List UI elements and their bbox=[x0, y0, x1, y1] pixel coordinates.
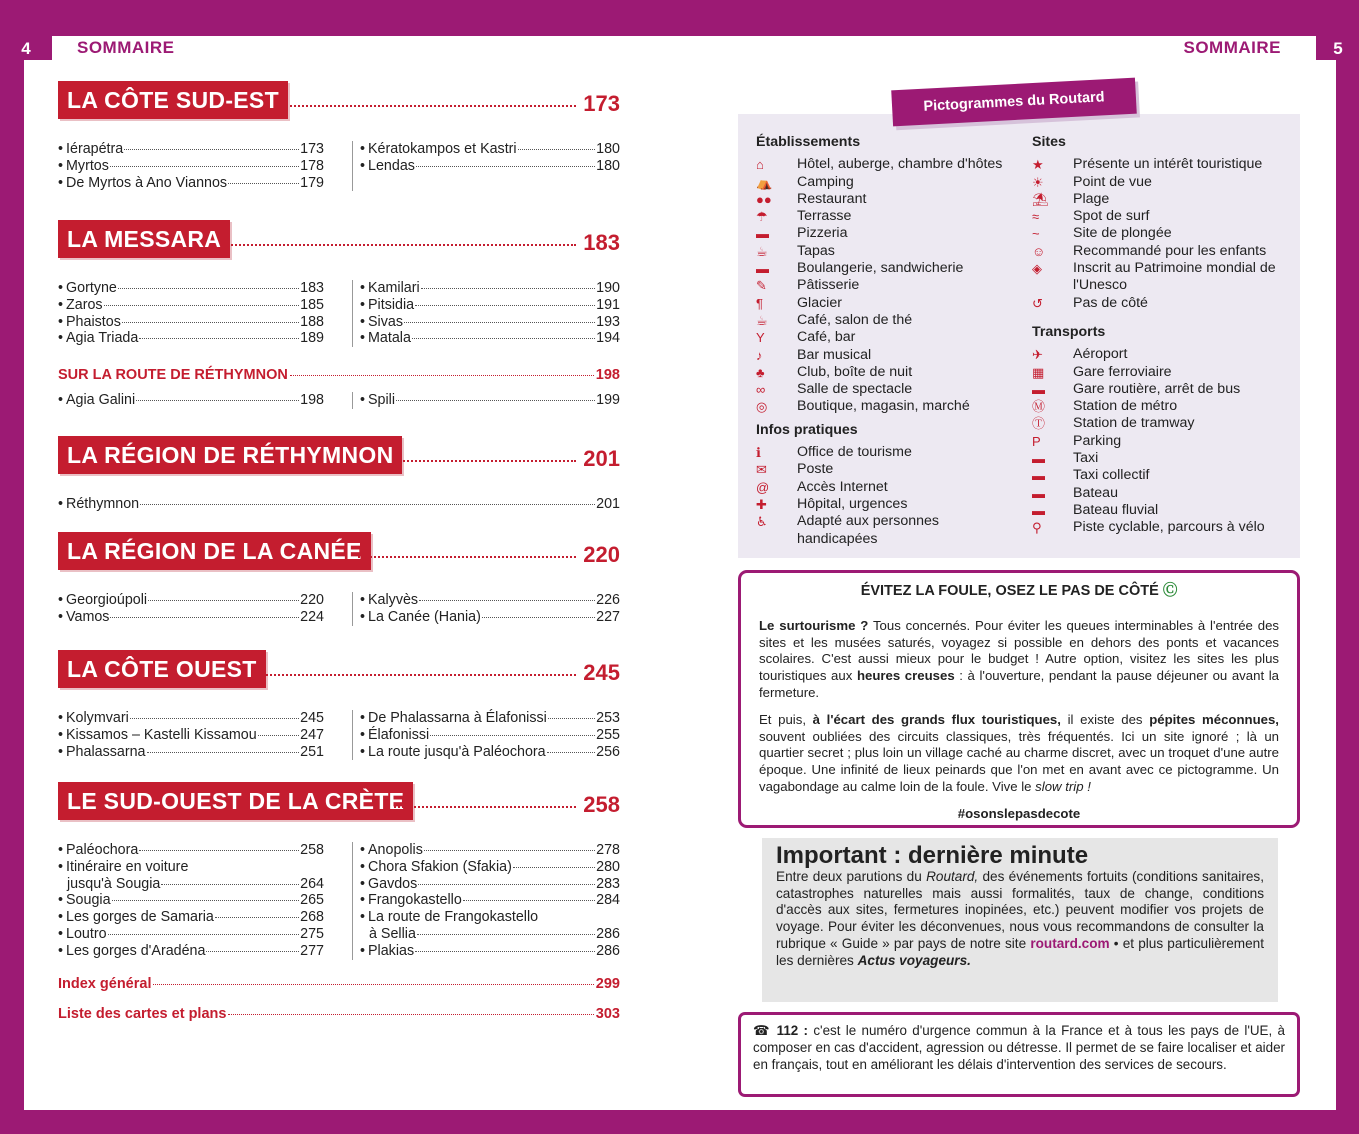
pictogram-icon: ▬ bbox=[1032, 381, 1045, 397]
section-page: 220 bbox=[583, 542, 620, 567]
toc-entry[interactable]: à Sellia 286 bbox=[369, 925, 620, 942]
toc-section bbox=[58, 782, 620, 959]
pictogram-icon: ▬ bbox=[1032, 468, 1045, 484]
toc-entry[interactable]: • Les gorges de Samaria 268 bbox=[58, 909, 324, 926]
page-header-right: SOMMAIRE bbox=[1183, 38, 1281, 57]
pictogram-icon: ♣ bbox=[756, 364, 765, 380]
toc-columns bbox=[58, 842, 620, 960]
pictogram-icon: ▬ bbox=[756, 226, 769, 242]
toc-entry[interactable]: • Gavdos 283 bbox=[360, 875, 620, 892]
pictogram-icon: ▦ bbox=[1032, 364, 1045, 380]
pictogram-row: Ⓜ Station de métro bbox=[1032, 398, 1178, 415]
pictogram-title: Pictogrammes du Routard bbox=[891, 78, 1137, 127]
pictogram-icon: ▬ bbox=[1032, 502, 1045, 518]
pictogram-row: ⌂ Hôtel, auberge, chambre d'hôtes bbox=[756, 156, 1003, 173]
pictogram-icon: ▬ bbox=[756, 261, 769, 277]
important-box bbox=[762, 838, 1278, 1002]
toc-entry[interactable]: • Agia Galini 198 bbox=[58, 392, 324, 408]
toc-section bbox=[58, 436, 620, 512]
section-title[interactable]: LA CÔTE SUD-EST bbox=[58, 81, 288, 119]
pictogram-row: ✈ Aéroport bbox=[1032, 346, 1128, 363]
toc-entry[interactable]: • Kolymvari 245 bbox=[58, 710, 324, 726]
toc-entry[interactable]: • Élafonissi 255 bbox=[360, 726, 620, 743]
pictogram-icon: ●● bbox=[756, 191, 772, 207]
emergency-box: ☎ 112 : c'est le numéro d'urgence commun à la France et à tous les pays de l'UE, à composer en cas d'accident, agression ou détresse. Il permet de se faire localiser et aider en français, tout en améliorant les délais d'intervention des services de secours. bbox=[738, 1012, 1300, 1097]
page-header-left: SOMMAIRE bbox=[77, 38, 175, 57]
pictogram-row: P Parking bbox=[1032, 432, 1122, 449]
pictogram-icon: ◎ bbox=[756, 399, 768, 415]
toc-entry[interactable]: • Phalassarna 251 bbox=[58, 743, 324, 760]
toc-entry[interactable]: • Kissamos – Kastelli Kissamou 247 bbox=[58, 726, 324, 743]
pictogram-row: ~ Site de plongée bbox=[1032, 225, 1172, 242]
toc-columns bbox=[58, 141, 620, 191]
cartes-link[interactable]: Liste des cartes et plans 303 bbox=[58, 1006, 620, 1022]
avoid-crowds-title: ÉVITEZ LA FOULE, OSEZ LE PAS DE CÔTÉ Ⓒ bbox=[860, 583, 1178, 599]
pictogram-row: ◎ Boutique, magasin, marché bbox=[756, 398, 970, 415]
toc-entry[interactable]: • Les gorges d'Aradéna 277 bbox=[58, 942, 324, 959]
pictogram-icon: @ bbox=[756, 479, 770, 495]
pictogram-legend bbox=[738, 114, 1300, 558]
section-page: 245 bbox=[583, 660, 620, 685]
pictogram-row: ↺ Pas de côté bbox=[1032, 294, 1148, 311]
pictogram-row: ♪ Bar musical bbox=[756, 346, 872, 363]
pictogram-row: ☀ Point de vue bbox=[1032, 173, 1152, 190]
pictogram-row: ▬ Pizzeria bbox=[756, 225, 848, 242]
pictogram-row: ★ Présente un intérêt touristique bbox=[1032, 156, 1263, 173]
pictogram-icon: ⚲ bbox=[1032, 520, 1042, 536]
toc-entry[interactable]: • Matala 194 bbox=[360, 330, 620, 347]
pictogram-icon: ✚ bbox=[756, 496, 767, 512]
pictogram-row: ◈ Inscrit au Patrimoine mondial de l'Unesco bbox=[1032, 260, 1276, 294]
toc-entry[interactable]: • Kalyvès 226 bbox=[360, 592, 620, 608]
pictogram-row: ≈ Spot de surf bbox=[1032, 208, 1150, 225]
toc-entry[interactable]: • Agia Triada 189 bbox=[58, 330, 324, 347]
phone-icon: ☎ bbox=[753, 1023, 772, 1038]
toc-entry[interactable]: • Lendas 180 bbox=[360, 157, 620, 174]
toc-entry[interactable]: • Réthymnon 201 bbox=[58, 496, 620, 512]
index-link[interactable]: Index général 299 bbox=[58, 976, 620, 992]
pictogram-row: ♿ Adapté aux personnes handicapées bbox=[756, 513, 939, 547]
pictogram-icon: ↺ bbox=[1032, 295, 1043, 311]
pictogram-icon: ♿ bbox=[756, 514, 768, 530]
pictogram-icon: ⛱ bbox=[1032, 191, 1049, 207]
pictogram-icon: ☺ bbox=[1032, 243, 1046, 259]
section-page: 201 bbox=[583, 446, 620, 471]
toc-columns bbox=[58, 392, 620, 409]
page-number-right: 5 bbox=[1316, 36, 1359, 60]
toc-entry[interactable]: • Loutro 275 bbox=[58, 925, 324, 942]
left-page bbox=[21, 36, 680, 1110]
right-page bbox=[680, 36, 1343, 1110]
pictogram-icon: P bbox=[1032, 433, 1041, 449]
toc-entry[interactable]: • Zaros 185 bbox=[58, 296, 324, 313]
section-title[interactable]: LA CÔTE OUEST bbox=[58, 650, 266, 688]
avoid-crowds-p1: Le surtourisme ? Tous concernés. Pour éviter les queues interminables à l'entrée des sites et les musées saturés, voyagez si possible en dehors des ponts et vacances scolaires. C'est aussi mieux pour le budget ! Autre option, visitez les sites les plus touristiques aux heures creuses : à l'ouverture, pendant la pause déjeuner ou avant la fermeture. bbox=[759, 617, 1279, 700]
section-title[interactable]: LA RÉGION DE RÉTHYMNON bbox=[58, 436, 402, 474]
pictogram-icon: Y bbox=[756, 330, 765, 346]
pictogram-row: ℹ Office de tourisme bbox=[756, 444, 912, 461]
pictogram-icon: ▬ bbox=[1032, 485, 1045, 501]
pictogram-icon: ◈ bbox=[1032, 261, 1042, 277]
pictogram-row: ⚲ Piste cyclable, parcours à vélo bbox=[1032, 519, 1265, 536]
page-number-left: 4 bbox=[0, 36, 52, 60]
toc-section bbox=[58, 81, 620, 191]
pictogram-row: ✚ Hôpital, urgences bbox=[756, 495, 908, 512]
toc-entry[interactable]: • Spili 199 bbox=[360, 392, 620, 408]
section-title[interactable]: LA RÉGION DE LA CANÉE bbox=[58, 532, 371, 570]
pictogram-icon: Ⓣ bbox=[1032, 416, 1046, 432]
etablissements-column: Établissements ⌂ Hôtel, auberge, chambre d'hôtes ⛺ Camping ●● Restaurant ☂ Terrasse ▬ Pizzeria ☕ Tapas ▬ Boulangerie, sandwicherie ✎ Pâtisserie ¶ Glacier ☕ Café, salon de thé Y Café, bar ♪ Bar musical ♣ Club, boîte de nuit ∞ Salle de spectacle ◎ Boutique, magasin, marché Infos pratiques ℹ Office de tourisme ✉ Poste @ Accès Internet ✚ Hôpital, urgences ♿ Adapté aux personnes handicapées bbox=[756, 134, 1016, 548]
toc-entry[interactable]: • Pitsidia 191 bbox=[360, 296, 620, 313]
pictogram-row: ✎ Pâtisserie bbox=[756, 277, 860, 294]
toc-columns bbox=[58, 496, 620, 513]
pictogram-row: ☺ Recommandé pour les enfants bbox=[1032, 242, 1267, 259]
toc-entry[interactable]: • Sivas 193 bbox=[360, 313, 620, 330]
pictogram-row: ▬ Bateau fluvial bbox=[1032, 501, 1159, 518]
pictogram-icon: ★ bbox=[1032, 157, 1044, 173]
toc-entry[interactable]: • Itinéraire en voiture bbox=[58, 858, 189, 875]
pictogram-row: ▬ Taxi collectif bbox=[1032, 467, 1150, 484]
toc-entry[interactable]: • Kératokampos et Kastri 180 bbox=[360, 141, 620, 157]
pictogram-icon: ☂ bbox=[756, 209, 768, 225]
toc-entry[interactable]: • Myrtos 178 bbox=[58, 157, 324, 174]
pictogram-row: ✉ Poste bbox=[756, 461, 834, 478]
section-title[interactable]: LA MESSARA bbox=[58, 220, 230, 258]
pictogram-icon: ✉ bbox=[756, 462, 767, 478]
avoid-crowds-box bbox=[738, 570, 1300, 828]
toc-entry[interactable]: jusqu'à Sougia 264 bbox=[67, 875, 324, 892]
pictogram-row: ☂ Terrasse bbox=[756, 208, 852, 225]
pictogram-row: Ⓣ Station de tramway bbox=[1032, 415, 1195, 432]
pictogram-icon: ∞ bbox=[756, 382, 766, 398]
pictogram-row: ⛱ Plage bbox=[1032, 190, 1110, 207]
toc-entry[interactable]: • De Myrtos à Ano Viannos 179 bbox=[58, 174, 324, 191]
pictogram-icon: ℹ bbox=[756, 445, 761, 461]
pictogram-row: ♣ Club, boîte de nuit bbox=[756, 363, 913, 380]
pictogram-row: ▬ Taxi bbox=[1032, 450, 1099, 467]
section-page: 183 bbox=[583, 230, 620, 255]
pictogram-icon: ✎ bbox=[756, 278, 767, 294]
pictogram-row: @ Accès Internet bbox=[756, 478, 888, 495]
toc-columns bbox=[58, 280, 620, 347]
toc-entry[interactable]: • Iérapétra 173 bbox=[58, 141, 324, 157]
toc-entry[interactable]: • Anopolis 278 bbox=[360, 842, 620, 858]
toc-entry[interactable]: • Phaistos 188 bbox=[58, 313, 324, 330]
toc-section bbox=[58, 532, 620, 625]
pictogram-icon: ☕ bbox=[756, 243, 768, 259]
toc-entry[interactable]: • La route jusqu'à Paléochora 256 bbox=[360, 743, 620, 760]
pictogram-icon: ☕ bbox=[756, 312, 768, 328]
pictogram-icon: ~ bbox=[1032, 226, 1040, 242]
subsection-title[interactable]: SUR LA ROUTE DE RÉTHYMNON 198 bbox=[58, 367, 620, 383]
toc-entry[interactable]: • Frangokastello 284 bbox=[360, 892, 620, 909]
routard-link[interactable]: routard.com bbox=[1030, 935, 1110, 951]
section-page: 258 bbox=[583, 792, 620, 817]
toc-entry[interactable]: • La Canée (Hania) 227 bbox=[360, 608, 620, 625]
toc-entry[interactable]: • Vamos 224 bbox=[58, 608, 324, 625]
toc-entry[interactable]: • La route de Frangokastello bbox=[360, 909, 539, 926]
sites-column: Sites ★ Présente un intérêt touristique ☀ Point de vue ⛱ Plage ≈ Spot de surf ~ Site de plongée ☺ Recommandé pour les enfants ◈ Inscrit au Patrimoine mondial de l'Unesco ↺ Pas de côté Transports ✈ Aéroport ▦ Gare ferroviaire ▬ Gare routière, arrêt de bus Ⓜ Station de métro Ⓣ Station de tramway P Parking ▬ Taxi ▬ Taxi collectif ▬ Bateau ▬ Bateau fluvial ⚲ Piste cyclable, parcours à vélo bbox=[1032, 134, 1294, 537]
toc-section bbox=[58, 650, 620, 760]
toc-section bbox=[58, 220, 620, 347]
pictogram-icon: ♪ bbox=[756, 347, 763, 363]
important-text: Entre deux parutions du Routard, des événements fortuits (conditions sanitaires, catastrophes naturelles mais aussi formalités, taux de change, conditions d'accès aux sites, fermetures inopinées, etc.) peuvent modifier vos projets de voyage. Pour éviter les déconvenues, nous vous recommandons de consulter la rubrique « Guide » par pays de notre site routard.com • et plus particulièrement les dernières Actus voyageurs. bbox=[776, 868, 1264, 968]
toc-entry[interactable]: • De Phalassarna à Élafonissi 253 bbox=[360, 710, 620, 726]
section-page: 173 bbox=[583, 91, 620, 116]
pictogram-icon: Ⓜ bbox=[1032, 399, 1046, 415]
pictogram-icon: ¶ bbox=[756, 295, 763, 311]
pictogram-row: Y Café, bar bbox=[756, 329, 856, 346]
toc-entry[interactable]: • Gortyne 183 bbox=[58, 280, 324, 296]
pictogram-row: ∞ Salle de spectacle bbox=[756, 381, 913, 398]
toc-entry[interactable]: • Georgioúpoli 220 bbox=[58, 592, 324, 608]
toc-entry[interactable]: • Chora Sfakion (Sfakia) 280 bbox=[360, 858, 620, 875]
toc-columns bbox=[58, 592, 620, 626]
pictogram-row: ▬ Bateau bbox=[1032, 484, 1118, 501]
hashtag: #osonslepasdecote bbox=[957, 805, 1081, 821]
pictogram-icon: ⌂ bbox=[756, 157, 764, 173]
toc-entry[interactable]: • Kamilari 190 bbox=[360, 280, 620, 296]
pictogram-row: ☕ Tapas bbox=[756, 242, 835, 259]
pictogram-icon: ⛺ bbox=[756, 174, 773, 190]
toc-entry[interactable]: • Paléochora 258 bbox=[58, 842, 324, 858]
toc-entry[interactable]: • Plakias 286 bbox=[360, 942, 620, 959]
pictogram-row: ▬ Gare routière, arrêt de bus bbox=[1032, 380, 1241, 397]
pictogram-icon: ✈ bbox=[1032, 347, 1043, 363]
pictogram-row: ☕ Café, salon de thé bbox=[756, 311, 913, 328]
pas-de-cote-icon: Ⓒ bbox=[1162, 583, 1178, 599]
avoid-crowds-p2: Et puis, à l'écart des grands flux touristiques, il existe des pépites méconnues, souvent oubliées des circuits classiques, très fréquentés. Ici un site ignoré ; là un quartier secret ; plus loin un village caché au charme discret, avec un troquet d'une autre époque. Une infinité de lieux peinards que l'on met en avant avec ce pictogramme. Un vagabondage au calme loin de la foule. Vive le slow trip ! bbox=[759, 711, 1279, 794]
toc-entry[interactable]: • Sougia 265 bbox=[58, 892, 324, 909]
pictogram-row: ●● Restaurant bbox=[756, 190, 867, 207]
pictogram-icon: ≈ bbox=[1032, 209, 1040, 225]
pictogram-icon: ☀ bbox=[1032, 174, 1044, 190]
pictogram-row: ▬ Boulangerie, sandwicherie bbox=[756, 260, 964, 277]
pictogram-icon: ▬ bbox=[1032, 451, 1045, 467]
pictogram-row: ▦ Gare ferroviaire bbox=[1032, 363, 1172, 380]
important-title: Important : dernière minute bbox=[776, 842, 1089, 869]
pictogram-row: ¶ Glacier bbox=[756, 294, 842, 311]
toc-columns bbox=[58, 710, 620, 760]
pictogram-row: ⛺ Camping bbox=[756, 173, 854, 190]
section-title[interactable]: LE SUD-OUEST DE LA CRÈTE bbox=[58, 782, 413, 820]
